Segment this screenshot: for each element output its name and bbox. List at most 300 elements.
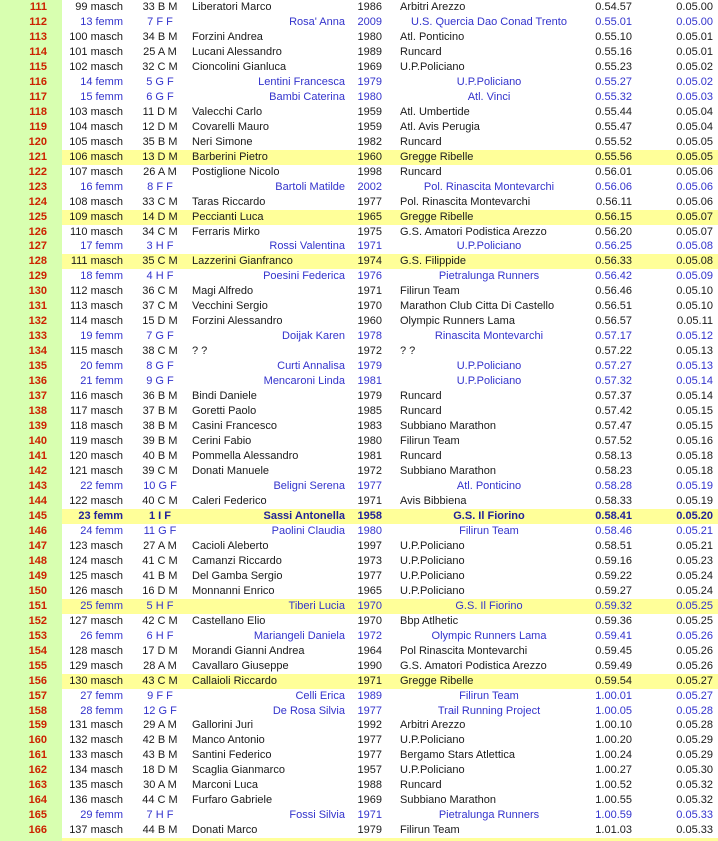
category-cell: 6 G F	[146, 90, 174, 103]
birth-year-cell: 1979	[357, 75, 382, 88]
birth-year-cell: 1979	[357, 824, 382, 837]
finish-time-cell: 0.54.57	[595, 0, 632, 13]
table-row	[0, 704, 718, 719]
birth-year-cell: 1972	[357, 629, 382, 642]
table-row	[0, 689, 718, 704]
team-cell: Subbiano Marathon	[400, 465, 497, 478]
position-cell: 153	[0, 629, 62, 644]
pace-cell: 0.05.26	[676, 644, 713, 657]
pace-cell: 0.05.21	[676, 524, 713, 537]
finish-time-cell: 0.56.15	[590, 210, 640, 225]
category-cell: 35 B M	[142, 135, 178, 148]
birth-year-cell: 1970	[352, 599, 388, 614]
gender-rank-cell: 126 masch	[69, 584, 123, 597]
birth-year-cell: 1970	[357, 614, 382, 627]
birth-year-cell: 1998	[357, 165, 382, 178]
gender-rank-cell: 19 femm	[80, 330, 123, 343]
athlete-name-cell: Donati Marco	[192, 824, 258, 837]
birth-year-cell: 2009	[357, 15, 382, 28]
position-cell: 141	[0, 449, 62, 464]
gender-rank-cell: 13 femm	[80, 15, 123, 28]
birth-year-cell: 1978	[357, 330, 382, 343]
pace-cell: 0.05.10	[676, 285, 713, 298]
category-cell: 35 C M	[128, 254, 192, 269]
position-cell: 145	[0, 509, 62, 524]
finish-time-cell: 0.56.51	[595, 300, 632, 313]
gender-rank-cell: 110 masch	[70, 225, 123, 238]
pace-cell: 0.05.26	[676, 659, 713, 672]
table-row	[0, 599, 718, 614]
birth-year-cell: 1975	[357, 225, 382, 238]
finish-time-cell: 1.01.03	[595, 824, 632, 837]
athlete-name-cell: Casini Francesco	[192, 420, 277, 433]
table-row	[0, 269, 718, 284]
finish-time-cell: 0.55.23	[595, 60, 632, 73]
athlete-name-cell: Bambi Caterina	[269, 90, 345, 103]
position-cell: 121	[0, 150, 62, 165]
table-row	[0, 240, 718, 255]
birth-year-cell: 1989	[357, 689, 382, 702]
category-cell: 36 B M	[142, 390, 178, 403]
category-cell: 18 D M	[142, 764, 178, 777]
pace-cell: 0.05.33	[676, 824, 713, 837]
finish-time-cell: 0.58.51	[595, 539, 632, 552]
athlete-name-cell: Del Gamba Sergio	[192, 569, 283, 582]
athlete-name-cell: Cioncolini Gianluca	[192, 60, 287, 73]
athlete-name-cell: Caleri Federico	[192, 494, 267, 507]
pace-cell: 0.05.33	[676, 809, 713, 822]
position-cell: 164	[0, 793, 62, 808]
position-cell: 140	[0, 434, 62, 449]
finish-time-cell: 0.56.57	[595, 315, 632, 328]
position-cell: 161	[0, 748, 62, 763]
athlete-name-cell: Postiglione Nicolo	[192, 165, 280, 178]
gender-rank-cell: 24 femm	[80, 524, 123, 537]
birth-year-cell: 1992	[357, 719, 382, 732]
position-cell: 147	[0, 539, 62, 554]
birth-year-cell: 1989	[357, 45, 382, 58]
finish-time-cell: 0.56.46	[595, 285, 632, 298]
pace-cell: 0.05.01	[676, 45, 713, 58]
position-cell: 157	[0, 689, 62, 704]
category-cell: 11 G F	[143, 524, 177, 537]
birth-year-cell: 1972	[357, 465, 382, 478]
finish-time-cell: 0.57.37	[595, 390, 632, 403]
athlete-name-cell: Doijak Karen	[282, 330, 345, 343]
birth-year-cell: 1973	[357, 554, 382, 567]
table-row	[0, 165, 718, 180]
birth-year-cell: 1958	[352, 509, 388, 524]
athlete-name-cell: Cacioli Aleberto	[192, 539, 269, 552]
pace-cell: 0.05.02	[676, 75, 713, 88]
athlete-name-cell: Peccianti Luca	[192, 210, 352, 225]
gender-rank-cell: 111 masch	[62, 254, 128, 269]
table-row	[0, 644, 718, 659]
team-cell: Pol. Rinascita Montevarchi	[400, 195, 531, 208]
pace-cell: 0.05.08	[640, 254, 718, 269]
athlete-name-cell: Lentini Francesca	[258, 75, 345, 88]
athlete-name-cell: Magi Alfredo	[192, 285, 254, 298]
athlete-name-cell: De Rosa Silvia	[272, 704, 345, 717]
position-cell: 136	[0, 374, 62, 389]
category-cell: 41 C M	[142, 554, 178, 567]
gender-rank-cell: 15 femm	[80, 90, 123, 103]
pace-cell: 0.05.02	[676, 60, 713, 73]
gender-rank-cell: 132 masch	[69, 734, 123, 747]
athlete-name-cell: Sassi Antonella	[192, 509, 352, 524]
gender-rank-cell: 135 masch	[69, 779, 123, 792]
pace-cell: 0.05.12	[676, 330, 713, 343]
position-cell: 119	[0, 120, 62, 135]
athlete-name-cell: Santini Federico	[192, 749, 272, 762]
table-row	[0, 479, 718, 494]
athlete-name-cell: Monnanni Enrico	[192, 584, 275, 597]
table-row	[0, 674, 718, 689]
athlete-name-cell: Callaioli Riccardo	[192, 674, 352, 689]
athlete-name-cell: Castellano Elio	[192, 614, 266, 627]
category-cell: 14 D M	[128, 210, 192, 225]
position-cell: 134	[0, 344, 62, 359]
category-cell: 39 B M	[142, 435, 178, 448]
table-row	[0, 359, 718, 374]
pace-cell: 0.05.25	[676, 614, 713, 627]
table-row	[0, 748, 718, 763]
pace-cell: 0.05.29	[676, 749, 713, 762]
athlete-name-cell: Rossi Valentina	[269, 240, 345, 253]
table-row	[0, 404, 718, 419]
finish-time-cell: 0.57.17	[595, 330, 632, 343]
category-cell: 29 A M	[143, 719, 177, 732]
category-cell: 39 C M	[142, 465, 178, 478]
athlete-name-cell: Forzini Andrea	[192, 30, 263, 43]
athlete-name-cell: Cavallaro Giuseppe	[192, 659, 289, 672]
team-cell: Runcard	[400, 390, 442, 403]
finish-time-cell: 0.59.54	[590, 674, 640, 689]
table-row	[0, 464, 718, 479]
gender-rank-cell: 129 masch	[69, 659, 123, 672]
birth-year-cell: 1977	[357, 734, 382, 747]
table-row	[0, 434, 718, 449]
gender-rank-cell: 108 masch	[69, 195, 123, 208]
category-cell: 12 G F	[143, 704, 177, 717]
athlete-name-cell: Donati Manuele	[192, 465, 270, 478]
pace-cell: 0.05.30	[676, 764, 713, 777]
athlete-name-cell: Lucani Alessandro	[192, 45, 282, 58]
finish-time-cell: 0.57.52	[595, 435, 632, 448]
gender-rank-cell: 102 masch	[69, 60, 123, 73]
birth-year-cell: 1983	[357, 420, 382, 433]
athlete-name-cell: Curti Annalisa	[277, 360, 345, 373]
category-cell: 37 B M	[142, 405, 178, 418]
team-cell: Olympic Runners Lama	[431, 629, 547, 642]
pace-cell: 0.05.26	[676, 629, 713, 642]
athlete-name-cell: Bindi Daniele	[192, 390, 257, 403]
birth-year-cell: 1971	[357, 240, 382, 253]
athlete-name-cell: Celli Erica	[295, 689, 345, 702]
birth-year-cell: 1970	[357, 300, 382, 313]
athlete-name-cell: Fossi Silvia	[289, 809, 345, 822]
category-cell: 34 C M	[142, 225, 178, 238]
position-cell: 132	[0, 314, 62, 329]
finish-time-cell: 1.00.20	[595, 734, 632, 747]
table-row	[0, 15, 718, 30]
table-row	[0, 763, 718, 778]
athlete-name-cell: Vecchini Sergio	[192, 300, 268, 313]
birth-year-cell: 1985	[357, 405, 382, 418]
table-row	[0, 180, 718, 195]
position-cell: 130	[0, 284, 62, 299]
gender-rank-cell: 25 femm	[62, 599, 128, 614]
finish-time-cell: 0.57.27	[595, 360, 632, 373]
gender-rank-cell: 124 masch	[69, 554, 123, 567]
table-row	[0, 733, 718, 748]
birth-year-cell: 1971	[352, 674, 388, 689]
pace-cell: 0.05.20	[640, 509, 718, 524]
finish-time-cell: 0.57.42	[595, 405, 632, 418]
gender-rank-cell: 120 masch	[69, 450, 123, 463]
category-cell: 42 C M	[142, 614, 178, 627]
finish-time-cell: 1.00.24	[595, 749, 632, 762]
pace-cell: 0.05.04	[676, 105, 713, 118]
position-cell: 120	[0, 135, 62, 150]
category-cell: 32 C M	[142, 60, 178, 73]
category-cell: 7 H F	[146, 809, 174, 822]
finish-time-cell: 0.57.22	[595, 345, 632, 358]
category-cell: 26 A M	[143, 165, 177, 178]
gender-rank-cell: 14 femm	[80, 75, 123, 88]
birth-year-cell: 1977	[357, 704, 382, 717]
birth-year-cell: 1971	[357, 494, 382, 507]
table-row	[0, 0, 718, 15]
table-row	[0, 509, 718, 524]
finish-time-cell: 1.00.05	[595, 704, 632, 717]
athlete-name-cell: ? ?	[192, 345, 208, 358]
table-row	[0, 419, 718, 434]
team-cell: G.S. Amatori Podistica Arezzo	[400, 225, 547, 238]
athlete-name-cell: Rosa' Anna	[289, 15, 345, 28]
gender-rank-cell: 123 masch	[69, 539, 123, 552]
finish-time-cell: 0.59.49	[595, 659, 632, 672]
athlete-name-cell: Cerini Fabio	[192, 435, 252, 448]
birth-year-cell: 1965	[352, 210, 388, 225]
team-cell: Runcard	[400, 165, 442, 178]
category-cell: 15 D M	[142, 315, 178, 328]
pace-cell: 0.05.28	[676, 704, 713, 717]
category-cell: 34 B M	[142, 30, 178, 43]
birth-year-cell: 2002	[357, 180, 382, 193]
category-cell: 5 H F	[128, 599, 192, 614]
pace-cell: 0.05.32	[676, 779, 713, 792]
athlete-name-cell: Goretti Paolo	[192, 405, 257, 418]
category-cell: 12 D M	[142, 120, 178, 133]
birth-year-cell: 1969	[357, 60, 382, 73]
position-cell: 159	[0, 719, 62, 734]
finish-time-cell: 1.00.27	[595, 764, 632, 777]
gender-rank-cell: 121 masch	[69, 465, 123, 478]
table-row	[0, 494, 718, 509]
birth-year-cell: 1964	[357, 644, 382, 657]
team-cell: U.P.Policiano	[400, 539, 465, 552]
gender-rank-cell: 116 masch	[70, 390, 123, 403]
pace-cell: 0.05.00	[676, 0, 713, 13]
gender-rank-cell: 133 masch	[69, 749, 123, 762]
pace-cell: 0.05.09	[676, 270, 713, 283]
team-cell: Bergamo Stars Atlettica	[400, 749, 515, 762]
gender-rank-cell: 16 femm	[80, 180, 123, 193]
gender-rank-cell: 100 masch	[69, 30, 123, 43]
team-cell: Filirun Team	[459, 689, 519, 702]
team-cell: Subbiano Marathon	[400, 420, 497, 433]
pace-cell: 0.05.15	[676, 405, 713, 418]
category-cell: 16 D M	[142, 584, 178, 597]
table-row	[0, 195, 718, 210]
finish-time-cell: 0.58.46	[595, 524, 632, 537]
gender-rank-cell: 18 femm	[80, 270, 123, 283]
team-cell: Pol Rinascita Montevarchi	[400, 644, 528, 657]
birth-year-cell: 1977	[357, 479, 382, 492]
category-cell: 38 C M	[142, 345, 178, 358]
position-cell: 128	[0, 254, 62, 269]
table-row	[0, 554, 718, 569]
category-cell: 8 G F	[146, 360, 174, 373]
finish-time-cell: 0.55.47	[595, 120, 632, 133]
birth-year-cell: 1959	[357, 105, 382, 118]
team-cell: Filirun Team	[459, 524, 519, 537]
table-row	[0, 569, 718, 584]
team-cell: G.S. Filippide	[388, 254, 590, 269]
pace-cell: 0.05.08	[676, 240, 713, 253]
birth-year-cell: 1988	[357, 779, 382, 792]
finish-time-cell: 0.55.16	[595, 45, 632, 58]
pace-cell: 0.05.00	[676, 15, 713, 28]
finish-time-cell: 0.59.36	[595, 614, 632, 627]
birth-year-cell: 1977	[357, 569, 382, 582]
table-row	[0, 105, 718, 120]
finish-time-cell: 1.00.55	[595, 794, 632, 807]
birth-year-cell: 1977	[357, 749, 382, 762]
position-cell: 165	[0, 808, 62, 823]
gender-rank-cell: 119 masch	[70, 435, 123, 448]
category-cell: 40 B M	[142, 450, 178, 463]
birth-year-cell: 1979	[357, 360, 382, 373]
athlete-name-cell: Morandi Gianni Andrea	[192, 644, 305, 657]
category-cell: 9 G F	[146, 375, 174, 388]
table-row	[0, 344, 718, 359]
position-cell: 151	[0, 599, 62, 614]
pace-cell: 0.05.24	[676, 569, 713, 582]
category-cell: 7 G F	[146, 330, 174, 343]
gender-rank-cell: 131 masch	[69, 719, 123, 732]
finish-time-cell: 0.59.22	[595, 569, 632, 582]
category-cell: 8 F F	[147, 180, 173, 193]
position-cell: 135	[0, 359, 62, 374]
gender-rank-cell: 127 masch	[69, 614, 123, 627]
category-cell: 43 C M	[128, 674, 192, 689]
pace-cell: 0.05.29	[676, 734, 713, 747]
birth-year-cell: 1971	[357, 809, 382, 822]
table-row	[0, 150, 718, 165]
category-cell: 4 H F	[146, 270, 174, 283]
athlete-name-cell: Marconi Luca	[192, 779, 259, 792]
team-cell: Trail Running Project	[437, 704, 541, 717]
pace-cell: 0.05.15	[676, 420, 713, 433]
finish-time-cell: 1.00.59	[595, 809, 632, 822]
team-cell: Runcard	[400, 135, 442, 148]
position-cell: 149	[0, 569, 62, 584]
pace-cell: 0.05.07	[676, 225, 713, 238]
team-cell: U.S. Quercia Dao Conad Trento	[411, 15, 567, 28]
table-row	[0, 778, 718, 793]
finish-time-cell: 0.59.27	[595, 584, 632, 597]
athlete-name-cell: Gallorini Juri	[192, 719, 254, 732]
position-cell: 166	[0, 823, 62, 838]
pace-cell: 0.05.14	[676, 375, 713, 388]
finish-time-cell: 1.00.52	[595, 779, 632, 792]
team-cell: Atl. Umbertide	[400, 105, 470, 118]
gender-rank-cell: 103 masch	[69, 105, 123, 118]
position-cell: 158	[0, 704, 62, 719]
pace-cell: 0.05.32	[676, 794, 713, 807]
table-row	[0, 614, 718, 629]
gender-rank-cell: 115 masch	[70, 345, 123, 358]
athlete-name-cell: Taras Riccardo	[192, 195, 266, 208]
finish-time-cell: 0.56.06	[595, 180, 632, 193]
finish-time-cell: 0.59.32	[590, 599, 640, 614]
table-row	[0, 329, 718, 344]
team-cell: U.P.Policiano	[400, 554, 465, 567]
table-row	[0, 210, 718, 225]
team-cell: Runcard	[400, 405, 442, 418]
pace-cell: 0.05.28	[676, 719, 713, 732]
category-cell: 5 G F	[146, 75, 174, 88]
gender-rank-cell: 104 masch	[69, 120, 123, 133]
table-row	[0, 659, 718, 674]
team-cell: Filirun Team	[400, 824, 460, 837]
birth-year-cell: 1974	[352, 254, 388, 269]
athlete-name-cell: Covarelli Mauro	[192, 120, 270, 133]
birth-year-cell: 1972	[357, 345, 382, 358]
category-cell: 40 C M	[142, 494, 178, 507]
position-cell: 156	[0, 674, 62, 689]
finish-time-cell: 0.58.41	[590, 509, 640, 524]
table-row	[0, 299, 718, 314]
table-row	[0, 374, 718, 389]
team-cell: Gregge Ribelle	[388, 674, 590, 689]
position-cell: 111	[0, 0, 62, 15]
finish-time-cell: 0.58.23	[595, 465, 632, 478]
category-cell: 43 B M	[142, 749, 178, 762]
finish-time-cell: 0.57.32	[595, 375, 632, 388]
athlete-name-cell: Pommella Alessandro	[192, 450, 299, 463]
birth-year-cell: 1980	[357, 30, 382, 43]
category-cell: 33 B M	[142, 0, 178, 13]
athlete-name-cell: Neri Simone	[192, 135, 253, 148]
birth-year-cell: 1965	[357, 584, 382, 597]
birth-year-cell: 1969	[357, 794, 382, 807]
position-cell: 117	[0, 90, 62, 105]
category-cell: 1 I F	[128, 509, 192, 524]
team-cell: U.P.Policiano	[400, 764, 465, 777]
pace-cell: 0.05.06	[676, 165, 713, 178]
position-cell: 154	[0, 644, 62, 659]
pace-cell: 0.05.05	[676, 135, 713, 148]
category-cell: 41 B M	[142, 569, 178, 582]
category-cell: 7 F F	[147, 15, 173, 28]
table-row	[0, 629, 718, 644]
category-cell: 27 A M	[143, 539, 177, 552]
birth-year-cell: 1981	[357, 450, 382, 463]
table-row	[0, 45, 718, 60]
